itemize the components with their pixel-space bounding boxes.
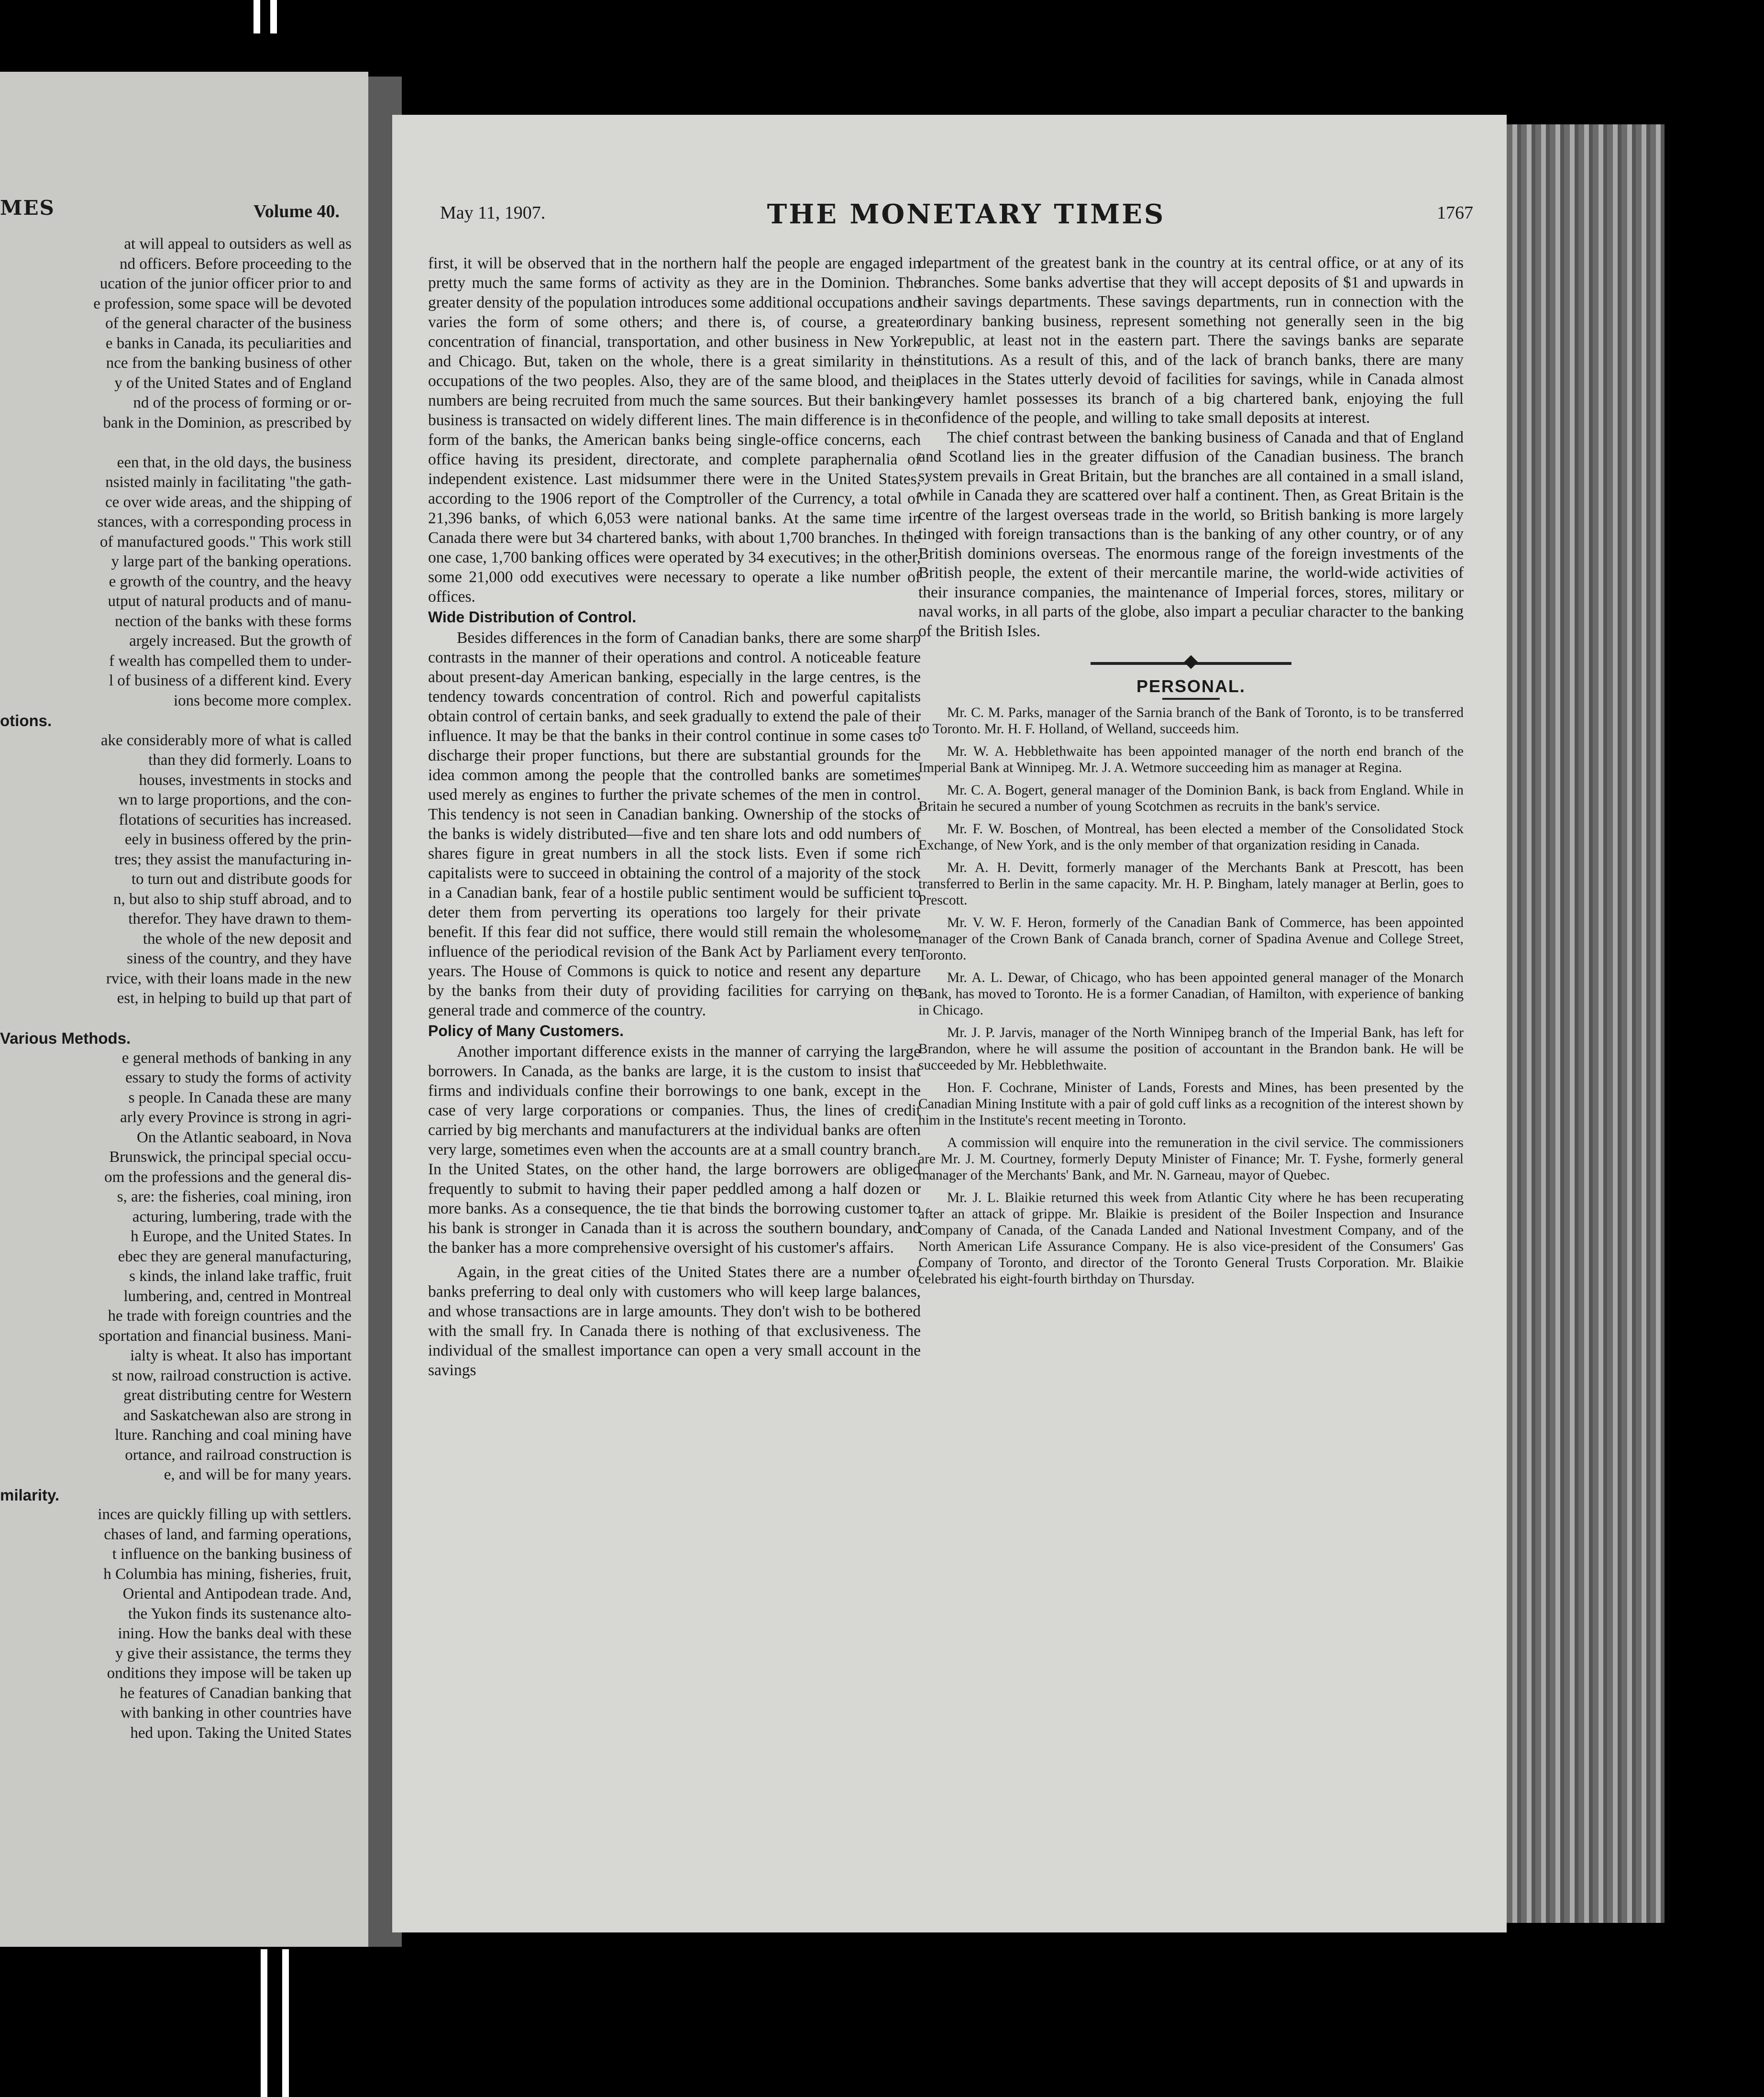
left-text-line: nd of the process of forming or or-: [133, 394, 352, 411]
left-text-line: therefor. They have drawn to them-: [128, 910, 352, 927]
binding-mark: [254, 0, 260, 33]
page-header: [440, 199, 1492, 230]
personal-item: Mr. C. M. Parks, manager of the Sarnia branch of the Bank of Toronto, is to be transferred to Toronto. Mr. H. F. Holland, of Welland, succeeds him.: [918, 705, 1464, 737]
left-page: [0, 72, 368, 1947]
personal-item: A commission will enquire into the remuneration in the civil service. The commissioners are Mr. J. M. Courtney, formerly Deputy Minister of Finance; Mr. T. Fyshe, formerly general manager of the Merchants' Bank, and Mr. N. Garneau, mayor of Quebec.: [918, 1135, 1464, 1183]
binding-mark: [261, 1949, 267, 2097]
left-text-line: n, but also to ship stuff abroad, and to: [113, 890, 352, 908]
personal-item: Mr. A. H. Devitt, formerly manager of the Merchants Bank at Prescott, has been transferred to Berlin in the same capacity. Mr. H. P. Bingham, lately manager at Berlin, goes to Prescott.: [918, 860, 1464, 908]
left-text-line: Brunswick, the principal special occu-: [109, 1148, 352, 1166]
left-text-line: s, are: the fisheries, coal mining, iron: [117, 1188, 352, 1205]
divider: [1162, 698, 1220, 700]
left-text-line: at will appeal to outsiders as well as: [124, 235, 352, 253]
left-text-line: chases of land, and farming operations,: [104, 1525, 352, 1543]
left-text-line: siness of the country, and they have: [127, 950, 352, 967]
left-text-line: otions.: [0, 712, 52, 729]
left-text-line: st now, railroad construction is active.: [112, 1367, 352, 1384]
left-text-line: hed upon. Taking the United States: [130, 1724, 352, 1742]
left-text-line: lumbering, and, centred in Montreal: [123, 1287, 352, 1305]
paragraph: Another important difference exists in the manner of carrying the large borrowers. In Canada, as the banks are large, it is the custom to insist that firms and individuals confine their borrowings to one bank, except in the case of very large corporations or companies. Thus, the lines of credit carried by big merchants and manufacturers at the individual banks are often very large, sometimes even when the accounts are at a small country branch. In the United States, on the other hand, the large borrowers are obliged frequently to submit to having their paper peddled among a half dozen or more banks. As a consequence, the tie that binds the borrowing customer to his bank is stronger in Canada than it is across the southern boundary, and the banker has a more comprehensive oversight of his customer's affairs.: [428, 1043, 921, 1257]
left-text-line: een that, in the old days, the business: [117, 453, 352, 471]
left-header-volume: Volume 40.: [253, 201, 340, 221]
left-text-line: acturing, lumbering, trade with the: [132, 1208, 352, 1225]
left-text-line: nection of the banks with these forms: [115, 612, 352, 630]
article-column-2: [918, 254, 1464, 1293]
left-text-line: he features of Canadian banking that: [120, 1684, 352, 1702]
left-text-line: On the Atlantic seaboard, in Nova: [136, 1128, 352, 1146]
left-page-text: [0, 234, 352, 1743]
left-text-line: [0, 1009, 352, 1029]
section-heading: PERSONAL.: [1136, 676, 1246, 696]
paragraph: Again, in the great cities of the United States there are a number of banks preferring to deal only with customers who will keep large balances, and whose transactions are in large amounts. They don't wish to be bothered with the small fry. In Canada there is nothing of that exclusiveness. The individual of the smallest importance can open a very small account in the savings: [428, 1263, 921, 1379]
page-edges: [1507, 124, 1665, 1923]
left-text-line: e general methods of banking in any: [121, 1049, 352, 1067]
page-number: 1767: [1437, 203, 1473, 223]
personal-item: Mr. J. P. Jarvis, manager of the North Winnipeg branch of the Imperial Bank, has left for Brandon, where he will assume the position of accountant in the Brandon bank. He will be succeeded by Mr. Hebblethwaite.: [918, 1025, 1464, 1073]
left-text-line: e banks in Canada, its peculiarities and: [105, 334, 352, 352]
left-text-line: ining. How the banks deal with these: [118, 1625, 352, 1642]
subheading: Policy of Many Customers.: [428, 1022, 624, 1039]
left-text-line: of manufactured goods." This work still: [99, 533, 352, 551]
left-text-line: Various Methods.: [0, 1029, 131, 1047]
paragraph: department of the greatest bank in the country at its central office, or at any of its branches. Some banks advertise that they will accept deposits of $1 and upwards in their savings departments. These savings departments, run in connection with the ordinary banking business, represent something not generally seen in the big republic, at least not in the eastern part. There the savings banks are separate institutions. As a result of this, and of the lack of branch banks, there are many places in the States utterly devoid of facilities for savings, while in Canada almost every hamlet possesses its branch of a big chartered bank, enjoying the full confidence of the people, and willing to take small deposits at interest.: [918, 254, 1464, 427]
left-text-line: nsisted mainly in facilitating "the gath-: [105, 474, 352, 491]
personal-items: [918, 705, 1464, 1287]
left-text-line: est, in helping to build up that part of: [117, 990, 352, 1007]
issue-date: May 11, 1907.: [440, 203, 546, 223]
left-header-title: MES: [0, 196, 55, 220]
paragraph: Besides differences in the form of Canadian banks, there are some sharp contrasts in the manner of their operations and control. A noticeable feature about present-day American banking, especially in the large centres, is the tendency towards concentration of control. Rich and powerful capitalists obtain control of certain banks, and seek gradually to extend the pale of their influence. It may be that the banks in their control continue in some cases to discharge their proper functions, but there are substantial grounds for the idea common among the people that the controlled banks are sometimes used merely as engines to further the private schemes of the men in control. This tendency is not seen in Canadian banking. Ownership of the stocks of the banks is widely distributed—five and ten share lots and odd numbers of shares figure in great numbers in all the stock lists. Even if some rich capitalists were to succeed in obtaining the control of a majority of the stock in a Canadian bank, fear of a hostile public sentiment would be sufficient to deter them from perverting its operations too largely for their private benefit. If this fear did not suffice, there would still remain the wholesome influence of the periodical revision of the Bank Act by Parliament every ten years. The House of Commons is quick to notice and resent any departure by the banks from their duty of providing facilities for carrying on the general trade and commerce of the country.: [428, 629, 921, 1019]
left-text-line: flotations of securities has increased.: [119, 811, 352, 828]
paragraph: first, it will be observed that in the northern half the people are engaged in pretty much the same forms of activity as they are in the Dominion. The greater density of the population introduces some additional occupations and varies the form of some others; and there is, of course, a greater concentration of financial, transportation, and other business in New York and Chicago. But, taken on the whole, there is a great similarity in the occupations of the two peoples. Also, they are of the same blood, and their numbers are being recruited from much the same sources. But their banking business is transacted on widely different lines. The main difference is in the form of the banks, the American banks being single-office concerns, each office having its president, directorate, and complete paraphernalia of independent existence. Last midsummer there were in the United States, according to the 1906 report of the Comptroller of the Currency, a total of 21,396 banks, of which 6,053 were national banks. At the same time in Canada there were but 34 chartered banks, with about 1,700 branches. In the one case, 1,700 banking offices were operated by 34 executives; in the other, some 21,000 odd executives were necessary to operate a like number of offices.: [428, 254, 921, 606]
ornamental-rule: [918, 652, 1464, 672]
left-text-line: y give their assistance, the terms they: [115, 1644, 352, 1662]
left-text-line: of the general character of the business: [105, 315, 352, 332]
left-text-line: ucation of the junior officer prior to and: [99, 275, 352, 292]
left-text-line: [0, 433, 352, 453]
article-column-1: [428, 254, 921, 1380]
left-text-line: utput of natural products and of manu-: [108, 593, 352, 610]
left-text-line: y large part of the banking operations.: [111, 553, 352, 570]
subheading: Wide Distribution of Control.: [428, 608, 637, 626]
publication-title: THE MONETARY TIMES: [767, 199, 1166, 230]
left-text-line: f wealth has compelled them to under-: [109, 652, 352, 670]
left-text-line: milarity.: [0, 1486, 60, 1504]
left-text-line: houses, investments in stocks and: [139, 771, 352, 789]
left-text-line: great distributing centre for Western: [123, 1387, 352, 1404]
left-text-line: t influence on the banking business of: [112, 1545, 352, 1563]
personal-item: Hon. F. Cochrane, Minister of Lands, Forests and Mines, has been presented by the Canadian Mining Institute with a pair of gold cuff links as a recognition of the interest shown by him in the Institute's recent meeting in Toronto.: [918, 1080, 1464, 1128]
personal-item: Mr. C. A. Bogert, general manager of the Dominion Bank, is back from England. While in Britain he secured a number of young Scotchmen as recruits in the bank's service.: [918, 783, 1464, 814]
left-text-line: h Europe, and the United States. In: [131, 1228, 352, 1245]
left-text-line: h Columbia has mining, fisheries, fruit,: [103, 1565, 352, 1583]
left-text-line: with banking in other countries have: [121, 1704, 352, 1722]
left-text-line: essary to study the forms of activity: [125, 1069, 352, 1086]
personal-item: Mr. A. L. Dewar, of Chicago, who has been appointed general manager of the Monarch Bank, has moved to Toronto. He is a former Canadian, of Hamilton, with experience of banking in Chicago.: [918, 970, 1464, 1018]
left-text-line: lture. Ranching and coal mining have: [115, 1426, 352, 1444]
left-text-line: wn to large proportions, and the con-: [118, 791, 352, 808]
left-text-line: l of business of a different kind. Every: [109, 672, 352, 689]
binding-mark: [282, 1949, 289, 2097]
left-text-line: onditions they impose will be taken up: [107, 1665, 352, 1682]
left-text-line: Oriental and Antipodean trade. And,: [122, 1585, 352, 1602]
left-text-line: s kinds, the inland lake traffic, fruit: [129, 1268, 352, 1285]
left-text-line: s people. In Canada these are many: [128, 1089, 352, 1106]
left-text-line: rvice, with their loans made in the new: [106, 970, 352, 987]
left-text-line: arly every Province is strong in agri-: [120, 1109, 352, 1126]
left-text-line: ortance, and railroad construction is: [125, 1446, 352, 1464]
left-text-line: ebec they are general manufacturing,: [118, 1247, 352, 1265]
left-text-line: and Saskatchewan also are strong in: [123, 1406, 352, 1424]
binding-mark: [270, 0, 277, 33]
right-page: [392, 115, 1507, 1932]
left-text-line: bank in the Dominion, as prescribed by: [103, 414, 352, 431]
left-text-line: he trade with foreign countries and the: [108, 1307, 352, 1324]
left-text-line: stances, with a corresponding process in: [97, 513, 352, 530]
left-text-line: argely increased. But the growth of: [129, 632, 352, 650]
left-text-line: nd officers. Before proceeding to the: [119, 255, 352, 273]
left-text-line: the Yukon finds its sustenance alto-: [128, 1605, 352, 1622]
left-text-line: ce over wide areas, and the shipping of: [105, 493, 352, 511]
personal-item: Mr. V. W. F. Heron, formerly of the Canadian Bank of Commerce, has been appointed manager of the Crown Bank of Canada branch, corner of Spadina Avenue and College Street, Toronto.: [918, 915, 1464, 963]
left-text-line: than they did formerly. Loans to: [148, 751, 352, 769]
personal-item: Mr. F. W. Boschen, of Montreal, has been elected a member of the Consolidated Stock Exchange, of New York, and is the only member of that organization residing in Canada.: [918, 821, 1464, 853]
left-text-line: nce from the banking business of other: [106, 354, 352, 372]
left-text-line: ake considerably more of what is called: [100, 731, 352, 749]
left-text-line: inces are quickly filling up with settlers.: [98, 1506, 352, 1523]
left-text-line: sportation and financial business. Mani-: [99, 1327, 352, 1345]
paragraph: The chief contrast between the banking business of Canada and that of England and Scotland lies in the greater diffusion of the Canadian business. The branch system prevails in Great Britain, but the branches are all contained in a small island, while in Canada they are scattered over half a continent. Then, as Great Britain is the centre of the largest overseas trade in the world, so British banking is more largely tinged with foreign transactions than is the banking of any other country, or of any British dominions overseas. The enormous range of the foreign investments of the British people, the extent of their mercantile marine, the world-wide activities of their insurance companies, the maintenance of Imperial forces, stores, military or naval works, in all parts of the globe, also impart a peculiar character to the banking of the British Isles.: [918, 428, 1464, 640]
left-text-line: the whole of the new deposit and: [143, 930, 352, 948]
personal-item: Mr. J. L. Blaikie returned this week from Atlantic City where he has been recuperating after an attack of grippe. Mr. Blaikie is president of the Boiler Inspection and Insurance Company of Canada, of the Canada Landed and National Investment Company, and of the North American Life Assurance Company. He is also vice-president of the Consumers' Gas Company of Toronto, and director of the Toronto General Trusts Corporation. Mr. Blaikie celebrated his eight-fourth birthday on Thursday.: [918, 1190, 1464, 1287]
left-text-line: to turn out and distribute goods for: [131, 871, 352, 888]
personal-item: Mr. W. A. Hebblethwaite has been appointed manager of the north end branch of the Imperial Bank at Winnipeg. Mr. J. A. Wetmore succeeding him as manager at Regina.: [918, 744, 1464, 775]
left-text-line: eely in business offered by the prin-: [124, 831, 352, 848]
left-text-line: tres; they assist the manufacturing in-: [114, 850, 352, 868]
left-text-line: om the professions and the general dis-: [104, 1168, 352, 1186]
left-text-line: ialty is wheat. It also has important: [130, 1347, 352, 1364]
left-text-line: e profession, some space will be devoted: [93, 295, 352, 312]
left-text-line: ions become more complex.: [173, 692, 352, 709]
left-text-line: y of the United States and of England: [114, 374, 352, 392]
left-text-line: e growth of the country, and the heavy: [109, 573, 352, 590]
left-text-line: e, and will be for many years.: [164, 1466, 352, 1483]
